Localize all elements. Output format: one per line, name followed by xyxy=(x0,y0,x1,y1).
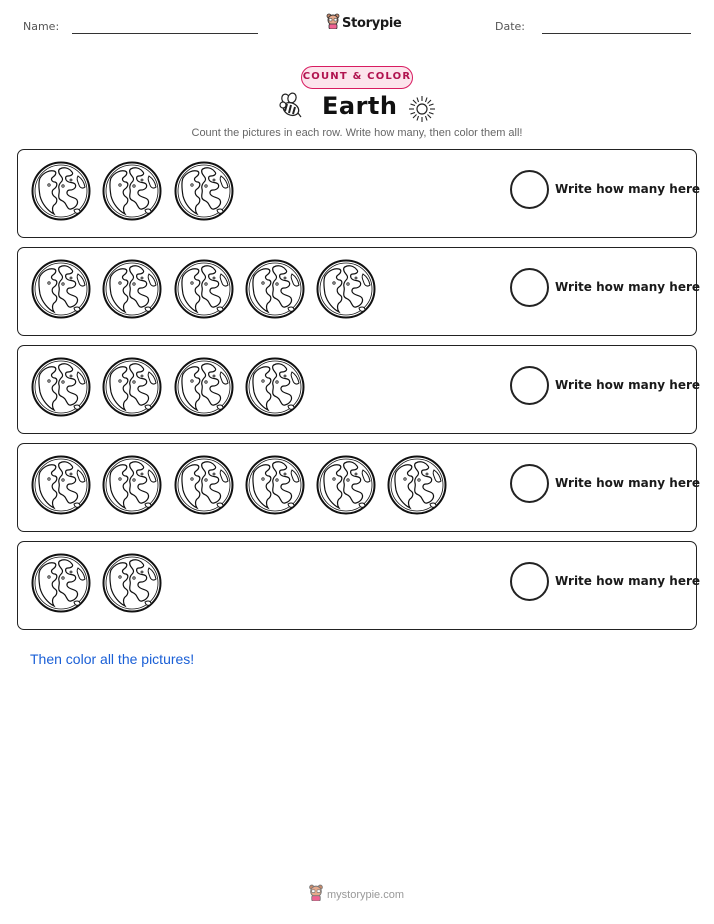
earth-globe-icon xyxy=(30,356,92,418)
sun-icon xyxy=(408,95,436,127)
earth-globe-icon xyxy=(244,258,306,320)
earth-globe-icon xyxy=(30,454,92,516)
site-url: mystorypie.com xyxy=(327,888,405,901)
answer-label: Write how many here xyxy=(555,378,701,392)
answer-label: Write how many here xyxy=(555,574,701,588)
worksheet-header xyxy=(0,0,714,50)
earth-globe-icon xyxy=(101,356,163,418)
name-line[interactable] xyxy=(72,33,258,34)
title-row xyxy=(0,92,714,124)
brand-name: Storypie xyxy=(342,15,402,31)
earth-globe-icon xyxy=(30,258,92,320)
picture-group xyxy=(30,552,173,614)
picture-group xyxy=(30,258,386,320)
date-label: Date: xyxy=(495,20,525,33)
storypie-logo xyxy=(326,13,402,33)
answer-circle[interactable] xyxy=(510,268,549,307)
counting-row xyxy=(17,541,701,630)
storypie-mascot-icon xyxy=(308,884,324,905)
answer-label: Write how many here xyxy=(555,182,701,196)
answer-circle[interactable] xyxy=(510,562,549,601)
bee-icon xyxy=(277,92,305,124)
answer-label: Write how many here xyxy=(555,476,701,490)
counting-row xyxy=(17,247,701,336)
earth-globe-icon xyxy=(386,454,448,516)
name-label: Name: xyxy=(23,20,60,33)
earth-globe-icon xyxy=(173,454,235,516)
earth-globe-icon xyxy=(244,454,306,516)
answer-circle[interactable] xyxy=(510,170,549,209)
answer-label: Write how many here xyxy=(555,280,701,294)
earth-globe-icon xyxy=(315,258,377,320)
color-instruction: Then color all the pictures! xyxy=(30,651,195,667)
counting-row xyxy=(17,443,701,532)
picture-group xyxy=(30,160,244,222)
instructions: Count the pictures in each row. Write how many, then color them all! xyxy=(191,127,523,139)
earth-globe-icon xyxy=(173,356,235,418)
earth-globe-icon xyxy=(315,454,377,516)
earth-globe-icon xyxy=(244,356,306,418)
date-line[interactable] xyxy=(542,33,691,34)
answer-circle[interactable] xyxy=(510,464,549,503)
earth-globe-icon xyxy=(101,258,163,320)
earth-globe-icon xyxy=(101,160,163,222)
counting-row xyxy=(17,345,701,434)
answer-circle[interactable] xyxy=(510,366,549,405)
counting-row xyxy=(17,149,701,238)
storypie-mascot-icon xyxy=(326,13,340,33)
earth-globe-icon xyxy=(101,454,163,516)
picture-group xyxy=(30,454,458,516)
earth-globe-icon xyxy=(30,160,92,222)
earth-globe-icon xyxy=(173,258,235,320)
picture-group xyxy=(30,356,315,418)
category-badge: COUNT & COLOR xyxy=(301,66,413,89)
earth-globe-icon xyxy=(173,160,235,222)
earth-globe-icon xyxy=(30,552,92,614)
earth-globe-icon xyxy=(101,552,163,614)
site-footer xyxy=(308,884,404,905)
page-title: Earth xyxy=(322,92,398,120)
